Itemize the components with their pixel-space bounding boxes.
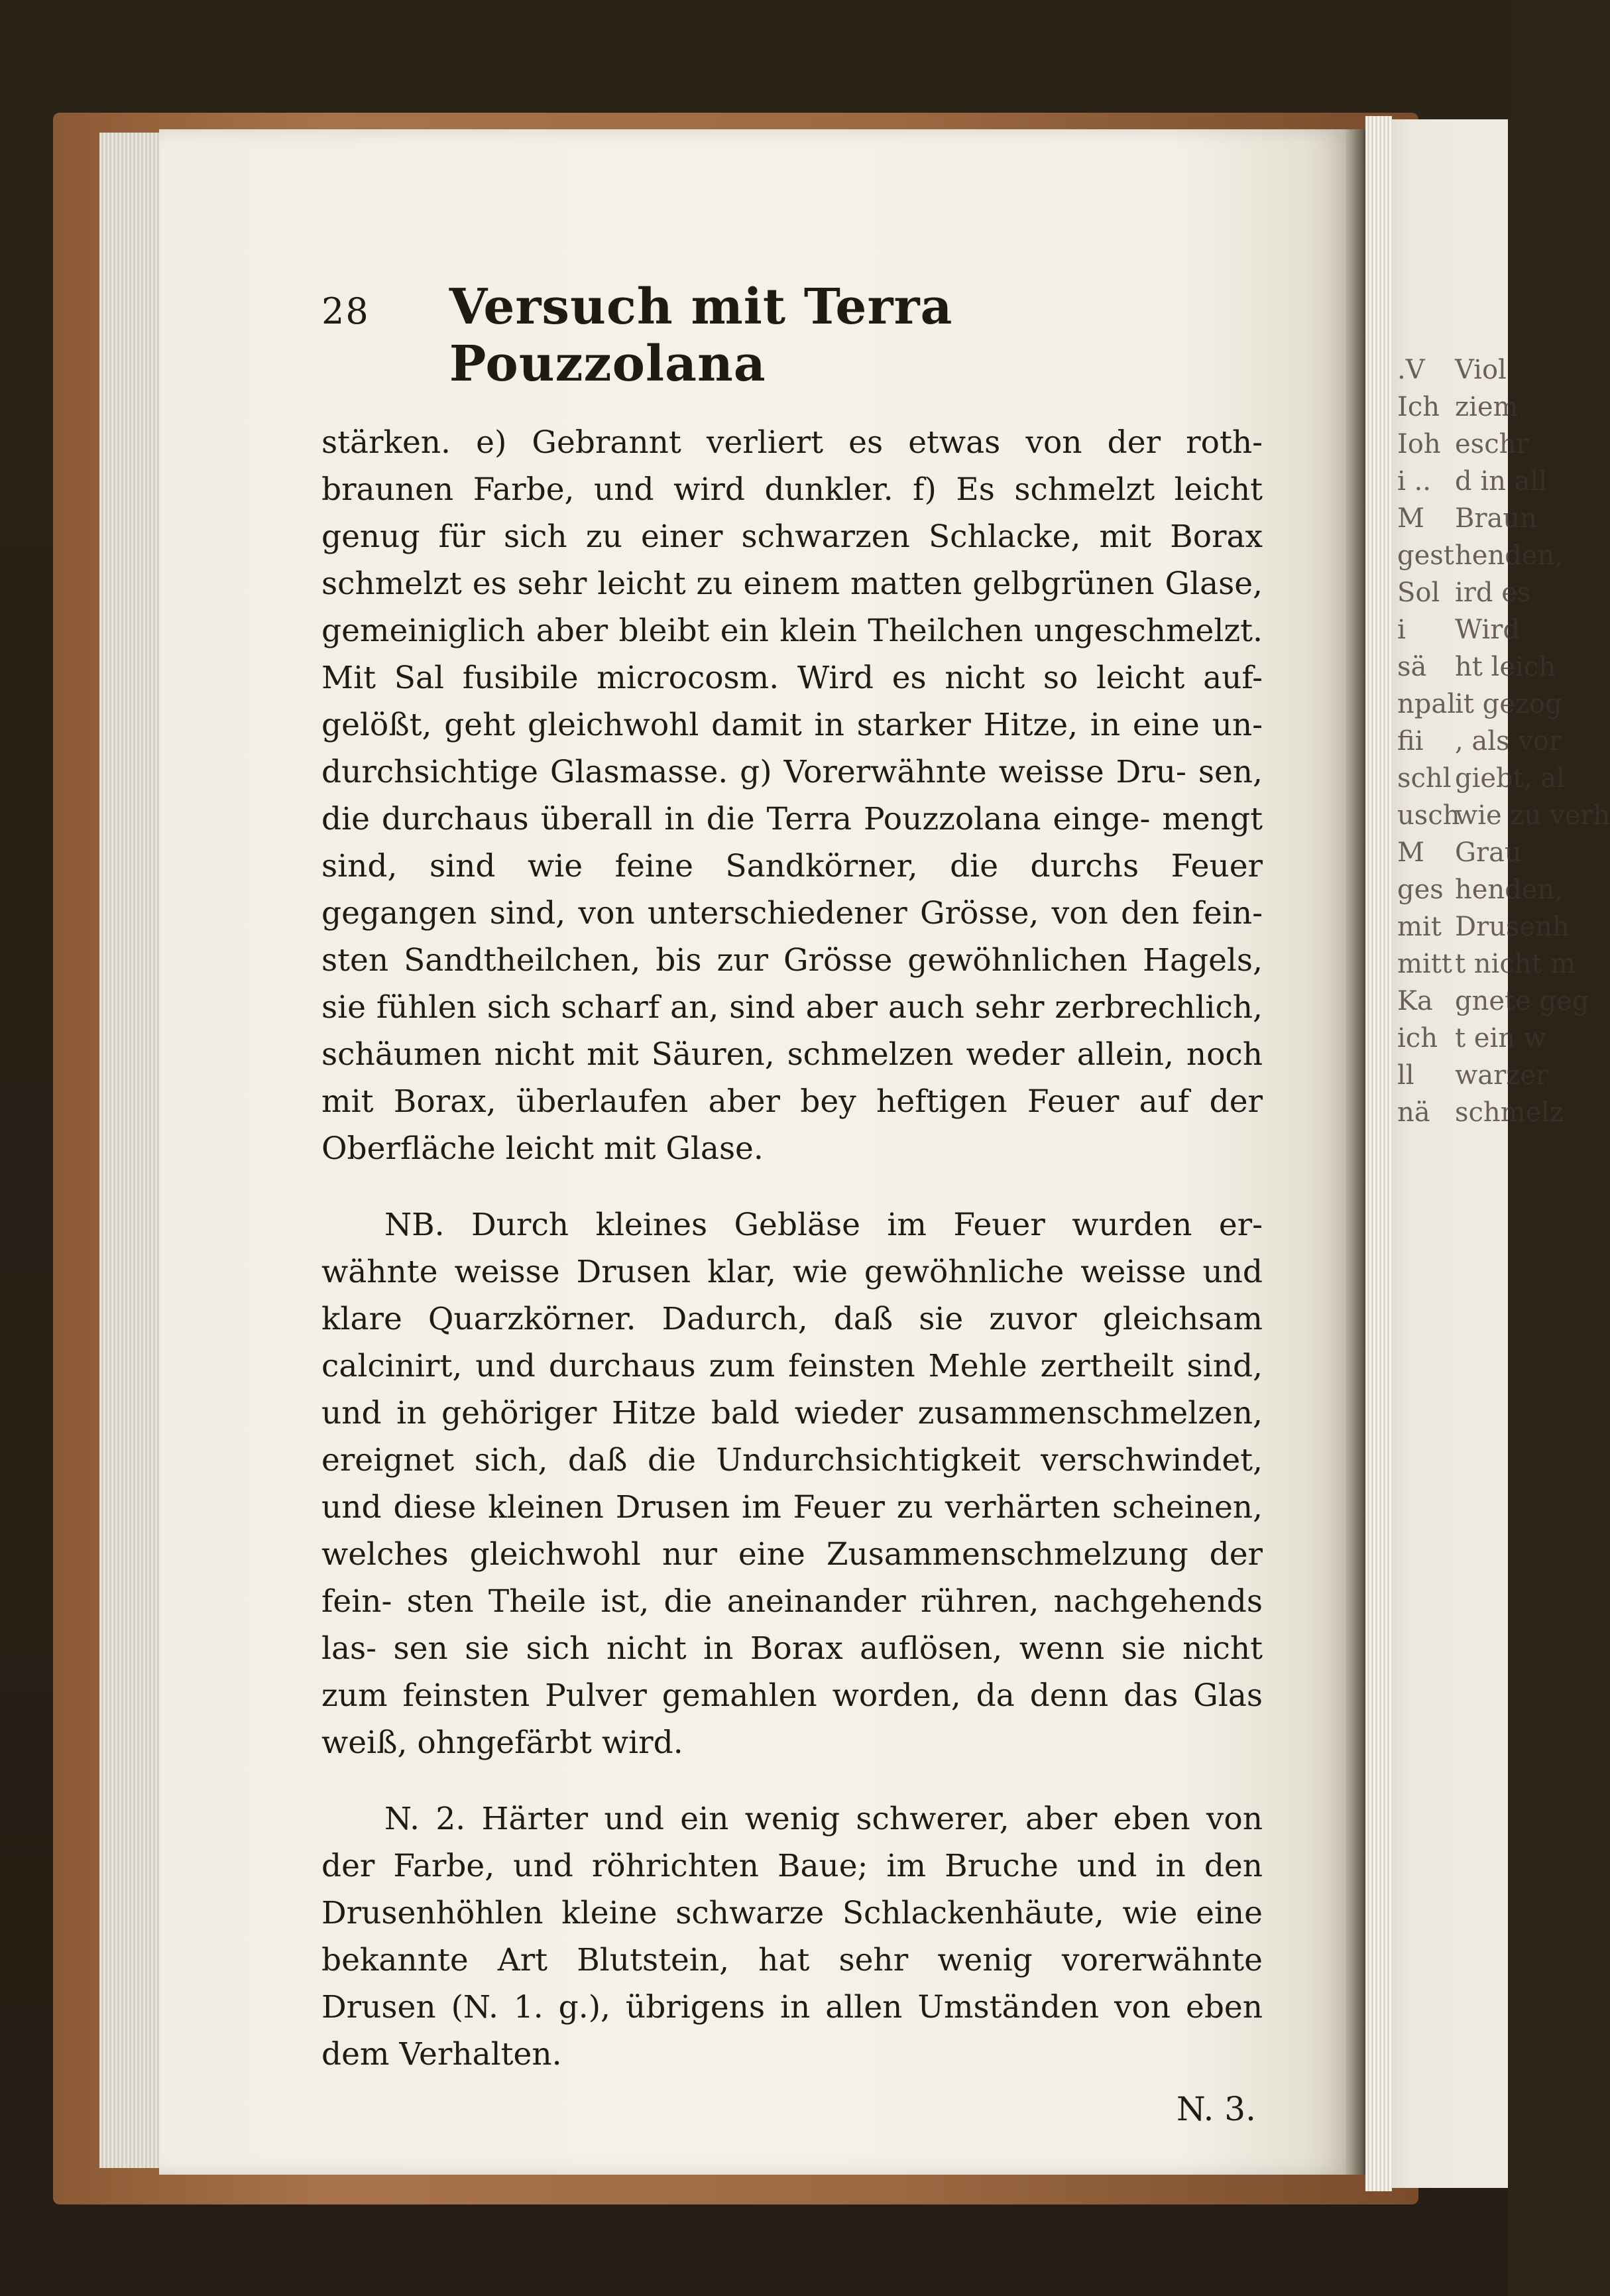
catchword: N. 3. [1176, 2090, 1256, 2128]
page-number: 28 [321, 290, 370, 332]
facing-a-fragment: sä [1397, 652, 1427, 682]
facing-a-fragment: ll [1397, 1060, 1414, 1091]
facing-a-fragment: ich [1397, 1023, 1438, 1054]
facing-a-fragment: schl [1397, 763, 1452, 794]
facing-b-fragment: gnete geg [1455, 986, 1589, 1016]
facing-b-fragment: t nicht m [1455, 949, 1576, 979]
facing-b-fragment: henden, [1455, 875, 1563, 905]
facing-a-fragment: M [1397, 503, 1424, 534]
page-edges-left [99, 133, 162, 2168]
facing-a-fragment: i .. [1397, 466, 1431, 497]
page-edges-right [1365, 116, 1392, 2191]
facing-a-fragment: M [1397, 837, 1424, 868]
facing-b-fragment: ziem [1455, 392, 1519, 422]
facing-a-fragment: fii [1397, 726, 1424, 756]
facing-a-fragment: ges [1397, 875, 1444, 905]
facing-a-fragment: gest [1397, 540, 1454, 571]
facing-b-fragment: it gezog [1455, 689, 1562, 719]
facing-page-column-b [1455, 351, 1610, 1131]
paragraph-1: stärken. e) Gebrannt verliert es etwas von der roth- braunen Farbe, und wird dunkler. f) Es schmelzt leicht genug für sich zu einer schwarzen Schlacke, mit Borax schmelzt es sehr leicht zu einem matten gelbgrünen Glase, gemeiniglich aber bleibt ein klein Theilchen ungeschmelzt. Mit Sal fusibile microcosm. Wird es nicht so leicht auf- gelößt, geht gleichwohl damit in starker Hitze, in eine un- durchsichtige Glasmasse. g) Vorerwähnte weisse Dru- sen, die durchaus überall in die Terra Pouzzolana einge- mengt sind, sind wie feine Sandkörner, die durchs Feuer gegangen sind, von unterschiedener Grösse, von den fein- sten Sandtheilchen, bis zur Grösse gewöhnlichen Hagels, sie fühlen sich scharf an, sind aber auch sehr zerbrechlich, schäumen nicht mit Säuren, schmelzen weder allein, noch mit Borax, überlaufen aber bey heftigen Feuer auf der Oberfläche leicht mit Glase. [321, 424, 1263, 1167]
facing-b-fragment: ird es [1455, 577, 1531, 608]
facing-b-fragment: ht leich [1455, 652, 1556, 682]
facing-b-fragment: schmelz [1455, 1097, 1564, 1128]
facing-b-fragment: d in all [1455, 466, 1548, 497]
facing-a-fragment: Ich [1397, 392, 1440, 422]
facing-b-fragment: henden, [1455, 540, 1563, 571]
facing-a-fragment: .V [1397, 355, 1425, 385]
running-title: Versuch mit Terra Pouzzolana [449, 278, 953, 393]
facing-b-fragment: giebt, al [1455, 763, 1565, 794]
facing-a-fragment: mitt [1397, 949, 1452, 979]
body-text [321, 419, 1263, 2078]
facing-a-fragment: Sol [1397, 577, 1440, 608]
facing-a-fragment: mit [1397, 912, 1442, 942]
facing-b-fragment: Grau [1455, 837, 1522, 868]
paragraph-nb: NB. Durch kleines Gebläse im Feuer wurden er- wähnte weisse Drusen klar, wie gewöhnliche weisse und klare Quarzkörner. Dadurch, daß sie zuvor gleichsam calcinirt, und durchaus zum feinsten Mehle zertheilt sind, und in gehöriger Hitze bald wieder zusammenschmelzen, ereignet sich, daß die Undurchsichtigkeit verschwindet, und diese kleinen Drusen im Feuer zu verhärten scheinen, welches gleichwohl nur eine Zusammenschmelzung der fein- sten Theile ist, die aneinander rühren, nachgehends las- sen sie sich nicht in Borax auflösen, wenn sie nicht zum feinsten Pulver gemahlen worden, da denn das Glas weiß, ohngefärbt wird. [321, 1207, 1263, 1761]
facing-b-fragment: wie zu verh [1455, 800, 1610, 831]
facing-page-column-a [1397, 351, 1460, 1131]
facing-b-fragment: t ein w [1455, 1023, 1546, 1054]
facing-a-fragment: Ka [1397, 986, 1433, 1016]
facing-b-fragment: Drusenh [1455, 912, 1570, 942]
facing-a-fragment: npal [1397, 689, 1456, 719]
facing-b-fragment: Wird [1455, 615, 1520, 645]
facing-b-fragment: , als vor [1455, 726, 1562, 756]
facing-b-fragment: eschr [1455, 429, 1529, 459]
facing-a-fragment: nä [1397, 1097, 1430, 1128]
facing-a-fragment: i [1397, 615, 1406, 645]
paragraph-n2: N. 2. Härter und ein wenig schwerer, aber eben von der Farbe, und röhrichten Baue; im Bruche und in den Drusenhöhlen kleine schwarze Schlackenhäute, wie eine bekannte Art Blutstein, hat sehr wenig vorerwähnte Drusen (N. 1. g.), übrigens in allen Umständen von eben dem Verhalten. [321, 1801, 1263, 2073]
facing-a-fragment: Ioh [1397, 429, 1441, 459]
page-text-block [321, 278, 1263, 2128]
facing-b-fragment: Viol [1455, 355, 1507, 385]
facing-a-fragment: usch [1397, 800, 1460, 831]
facing-b-fragment: warzer [1455, 1060, 1549, 1091]
facing-b-fragment: Braun [1455, 503, 1537, 534]
page-header [321, 278, 1263, 393]
